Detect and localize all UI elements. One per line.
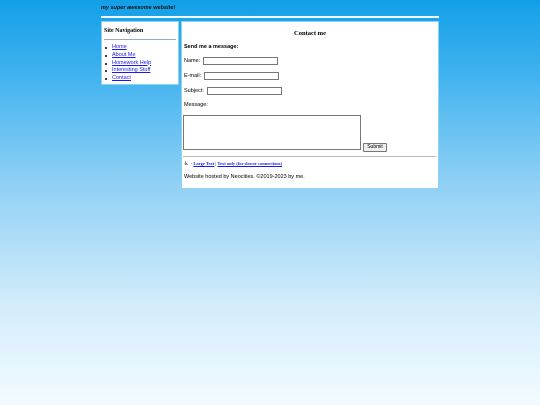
submit-button[interactable]: Submit — [363, 143, 387, 152]
sidebar-divider — [104, 39, 176, 40]
subject-label: Subject: — [184, 88, 204, 94]
nav-link-home[interactable]: Home — [112, 44, 127, 50]
site-title: my super awesome website! — [101, 5, 176, 11]
subject-field[interactable] — [207, 87, 282, 95]
page-title: Contact me — [294, 30, 326, 37]
contact-panel — [181, 21, 439, 189]
link-separator: - — [189, 161, 194, 166]
sidebar-heading: Site Navigation — [104, 28, 144, 34]
email-field[interactable] — [204, 72, 279, 80]
nav-link-about-me[interactable]: About Me — [112, 51, 136, 58]
footer-text: Website hosted by Neocities. ©2019-2023 by me. — [184, 174, 305, 180]
accessibility-links — [184, 161, 282, 167]
message-textarea[interactable] — [183, 115, 361, 150]
sidebar-item-about-me — [112, 52, 151, 60]
nav-link-contact[interactable]: Contact — [112, 75, 131, 82]
link-separator: | — [215, 161, 217, 166]
large-text-link[interactable]: Large Text — [193, 161, 215, 166]
sidebar-item-homework-help — [112, 60, 151, 68]
wheelchair-icon: ♿ — [184, 161, 189, 167]
email-label: E-mail: — [184, 73, 202, 79]
sidebar-item-contact — [112, 75, 151, 83]
header-divider — [101, 16, 439, 18]
nav-link-interesting-stuff[interactable]: Interesting Stuff — [112, 67, 151, 74]
content-divider — [183, 156, 436, 157]
sidebar-item-interesting-stuff — [112, 67, 151, 75]
nav-list — [102, 44, 151, 83]
name-label: Name: — [184, 58, 201, 64]
text-only-link[interactable]: Text only (for slower connections) — [217, 161, 283, 166]
message-label: Message: — [184, 102, 208, 108]
nav-link-homework-help[interactable]: Homework Help — [112, 59, 152, 66]
sidebar-item-home — [112, 44, 151, 52]
site-navigation — [101, 21, 179, 85]
name-field[interactable] — [203, 57, 278, 65]
form-heading: Send me a message: — [184, 44, 239, 50]
